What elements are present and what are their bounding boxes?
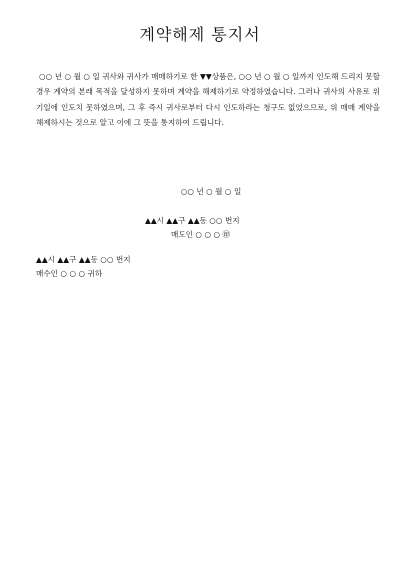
seller-block xyxy=(145,214,240,242)
buyer-block xyxy=(36,253,131,281)
seller-address: ▲▲시 ▲▲구 ▲▲동 ○○ 번지 xyxy=(145,216,240,225)
notice-body: ○○ 년 ○ 월 ○ 일 귀사와 귀사가 매매하기로 한 ▼▼상품은, ○○ 년 ○ 월 ○ 일까지 인도해 드리지 못할 경우 계약의 본래 목적을 달성하지 못하며 계약을 해제하기로 약정하였습니다. 그러나 귀사의 사유로 위 기일에 인도치 못하였으며, 그 후 즉시 귀사로부터 다시 인도하라는 청구도 없었으므로, 위 매매 계약을 해제하시는 것으로 알고 이에 그 뜻을 통지하여 드립니다. xyxy=(36,72,380,127)
document-title: 계약해제 통지서 xyxy=(139,25,261,44)
buyer-address: ▲▲시 ▲▲구 ▲▲동 ○○ 번지 xyxy=(36,255,131,264)
buyer-name-line: 매수인 ○ ○ ○ 귀하 xyxy=(36,269,103,278)
notice-date: ○○ 년 ○ 월 ○ 일 xyxy=(180,187,242,196)
seller-name-line: 매도인 ○ ○ ○ ㊞ xyxy=(171,230,231,239)
